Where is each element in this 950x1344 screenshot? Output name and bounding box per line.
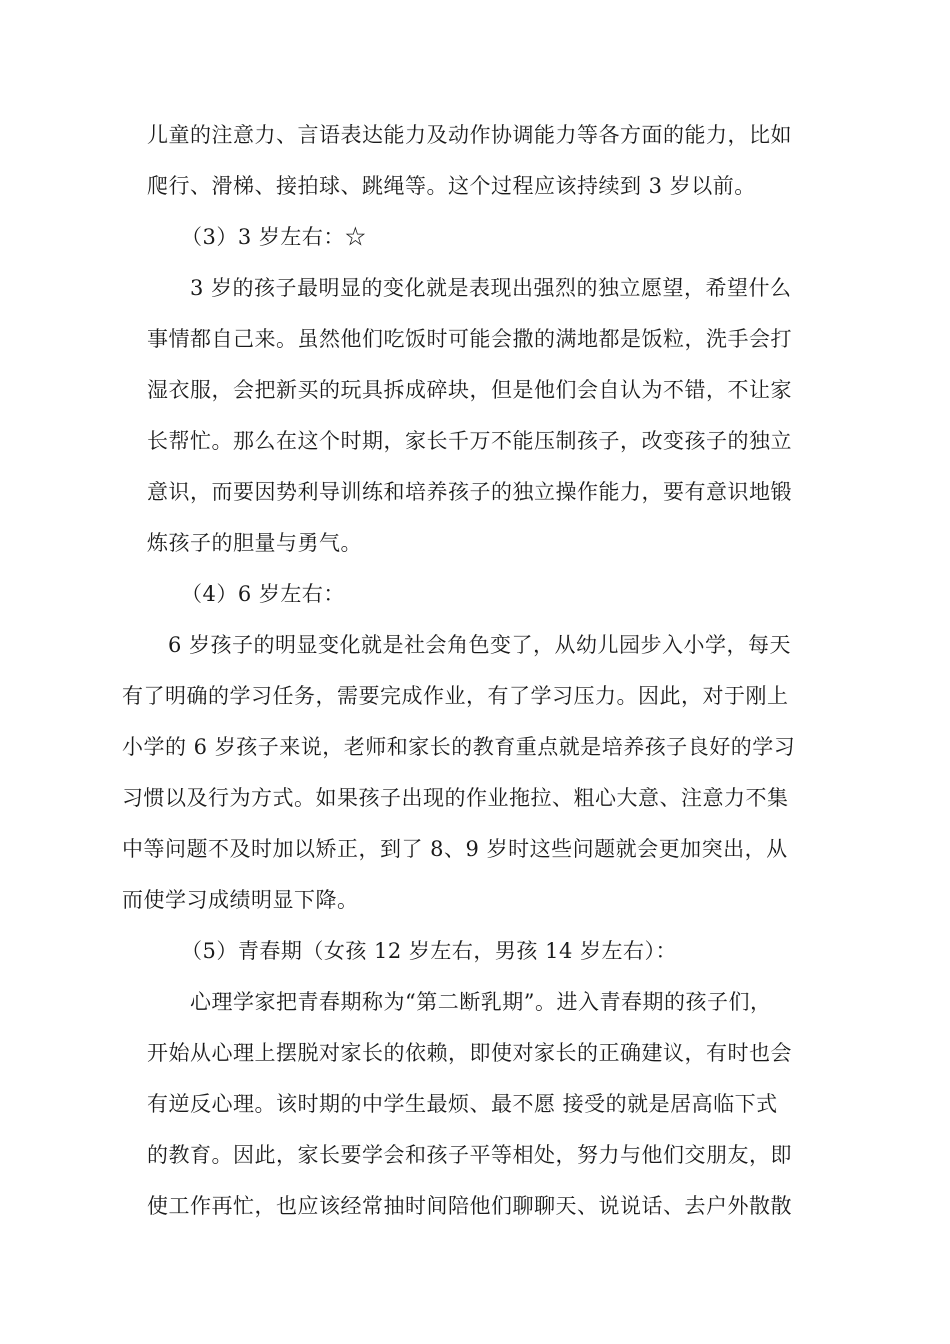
- paragraph-line: 有逆反心理。该时期的中学生最烦、最不愿 接受的就是居高临下式: [147, 1092, 778, 1116]
- paragraph-line: 而使学习成绩明显下降。: [122, 888, 359, 912]
- section-heading-age-3: （3）3 岁左右：☆: [181, 225, 367, 249]
- paragraph-line: 3 岁的孩子最明显的变化就是表现出强烈的独立愿望，希望什么: [190, 276, 792, 300]
- section-heading-adolescence: （5）青春期（女孩 12 岁左右，男孩 14 岁左右）：: [181, 939, 678, 963]
- paragraph-line: 的教育。因此，家长要学会和孩子平等相处，努力与他们交朋友，即: [147, 1143, 792, 1167]
- paragraph-line: 使工作再忙，也应该经常抽时间陪他们聊聊天、说说话、去户外散散: [147, 1194, 792, 1218]
- paragraph-line: 事情都自己来。虽然他们吃饭时可能会撒的满地都是饭粒，洗手会打: [147, 327, 792, 351]
- paragraph-line: 长帮忙。那么在这个时期，家长千万不能压制孩子，改变孩子的独立: [147, 429, 792, 453]
- paragraph-line: 开始从心理上摆脱对家长的依赖，即使对家长的正确建议，有时也会: [147, 1041, 792, 1065]
- paragraph-line: 湿衣服，会把新买的玩具拆成碎块，但是他们会自认为不错，不让家: [147, 378, 792, 402]
- paragraph-line: 有了明确的学习任务，需要完成作业，有了学习压力。因此，对于刚上: [122, 684, 789, 708]
- paragraph-line: 儿童的注意力、言语表达能力及动作协调能力等各方面的能力，比如: [147, 123, 792, 147]
- paragraph-line: 中等问题不及时加以矫正，到了 8、9 岁时这些问题就会更加突出，从: [122, 837, 788, 861]
- paragraph-line: 炼孩子的胆量与勇气。: [147, 531, 362, 555]
- paragraph-line: 意识，而要因势利导训练和培养孩子的独立操作能力，要有意识地锻: [147, 480, 792, 504]
- section-heading-age-6: （4）6 岁左右：: [181, 582, 345, 606]
- paragraph-line: 心理学家把青春期称为“第二断乳期”。进入青春期的孩子们，: [190, 990, 772, 1014]
- paragraph-line: 习惯以及行为方式。如果孩子出现的作业拖拉、粗心大意、注意力不集: [122, 786, 789, 810]
- paragraph-line: 6 岁孩子的明显变化就是社会角色变了，从幼儿园步入小学，每天: [168, 633, 792, 657]
- paragraph-line: 爬行、滑梯、接拍球、跳绳等。这个过程应该持续到 3 岁以前。: [147, 174, 756, 198]
- paragraph-line: 小学的 6 岁孩子来说，老师和家长的教育重点就是培养孩子良好的学习: [122, 735, 796, 759]
